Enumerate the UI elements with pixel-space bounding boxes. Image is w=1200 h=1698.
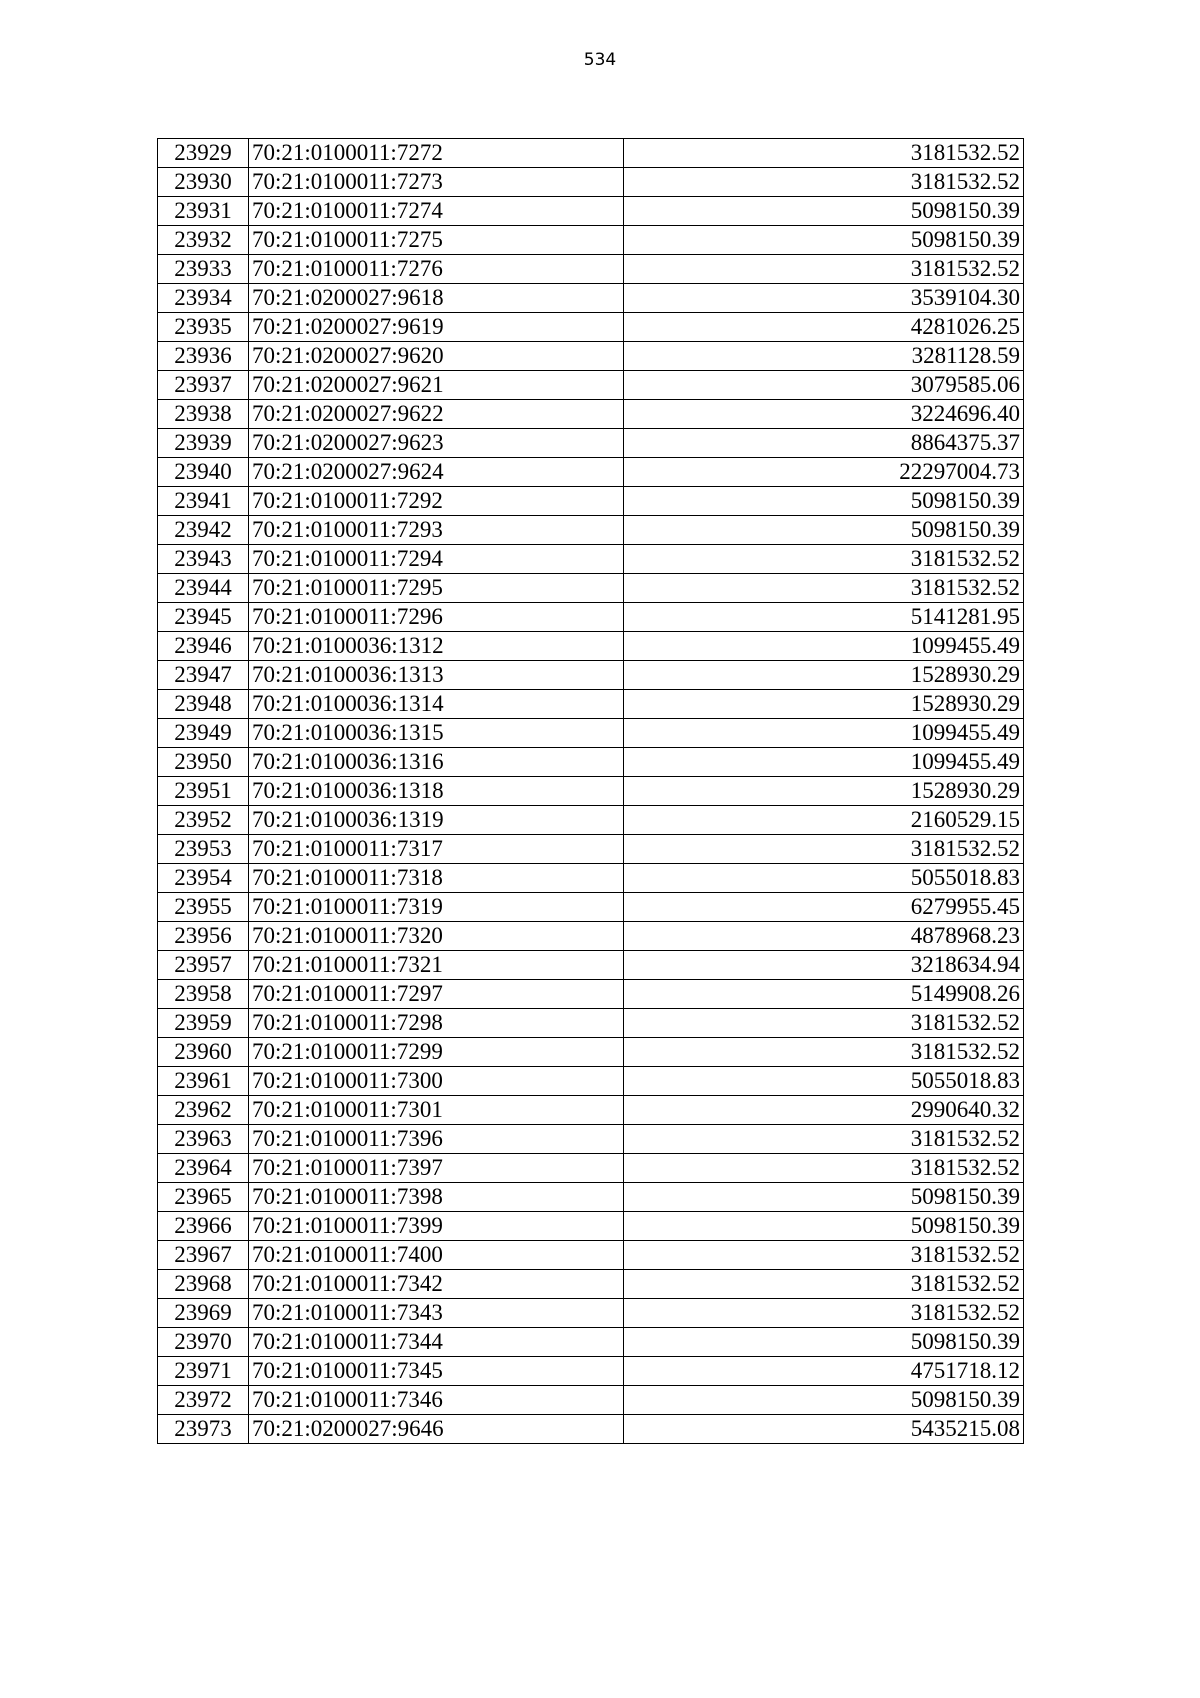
row-number-cell: 23934 <box>158 284 249 313</box>
row-number-cell: 23930 <box>158 168 249 197</box>
cadastral-value-cell: 3181532.52 <box>624 1270 1024 1299</box>
cadastral-number-cell: 70:21:0100011:7399 <box>249 1212 624 1241</box>
cadastral-number-cell: 70:21:0200027:9619 <box>249 313 624 342</box>
cadastral-value-cell: 5055018.83 <box>624 864 1024 893</box>
cadastral-number-cell: 70:21:0200027:9646 <box>249 1415 624 1444</box>
cadastral-number-cell: 70:21:0200027:9618 <box>249 284 624 313</box>
cadastral-value-cell: 5435215.08 <box>624 1415 1024 1444</box>
row-number-cell: 23963 <box>158 1125 249 1154</box>
row-number-cell: 23966 <box>158 1212 249 1241</box>
row-number-cell: 23965 <box>158 1183 249 1212</box>
row-number-cell: 23942 <box>158 516 249 545</box>
page-number: 534 <box>583 50 617 70</box>
cadastral-value-cell: 5098150.39 <box>624 226 1024 255</box>
cadastral-number-cell: 70:21:0200027:9624 <box>249 458 624 487</box>
table-row <box>158 980 1024 1009</box>
row-number-cell: 23940 <box>158 458 249 487</box>
cadastral-number-cell: 70:21:0100011:7397 <box>249 1154 624 1183</box>
cadastral-number-cell: 70:21:0100011:7295 <box>249 574 624 603</box>
table-row <box>158 168 1024 197</box>
cadastral-number-cell: 70:21:0100011:7396 <box>249 1125 624 1154</box>
row-number-cell: 23936 <box>158 342 249 371</box>
row-number-cell: 23970 <box>158 1328 249 1357</box>
table-row <box>158 197 1024 226</box>
cadastral-value-cell: 1099455.49 <box>624 748 1024 777</box>
cadastral-number-cell: 70:21:0100011:7276 <box>249 255 624 284</box>
row-number-cell: 23962 <box>158 1096 249 1125</box>
cadastral-value-cell: 4281026.25 <box>624 313 1024 342</box>
row-number-cell: 23969 <box>158 1299 249 1328</box>
row-number-cell: 23943 <box>158 545 249 574</box>
cadastral-value-cell: 3218634.94 <box>624 951 1024 980</box>
cadastral-value-cell: 3181532.52 <box>624 1299 1024 1328</box>
cadastral-value-cell: 3181532.52 <box>624 574 1024 603</box>
cadastral-value-cell: 8864375.37 <box>624 429 1024 458</box>
cadastral-number-cell: 70:21:0100011:7275 <box>249 226 624 255</box>
table-row <box>158 1357 1024 1386</box>
cadastral-value-cell: 5149908.26 <box>624 980 1024 1009</box>
cadastral-number-cell: 70:21:0100036:1319 <box>249 806 624 835</box>
table-row <box>158 545 1024 574</box>
cadastral-value-cell: 1528930.29 <box>624 777 1024 806</box>
cadastral-number-cell: 70:21:0100036:1318 <box>249 777 624 806</box>
cadastral-value-cell: 5098150.39 <box>624 1183 1024 1212</box>
cadastral-value-cell: 6279955.45 <box>624 893 1024 922</box>
table-row <box>158 255 1024 284</box>
row-number-cell: 23960 <box>158 1038 249 1067</box>
row-number-cell: 23958 <box>158 980 249 1009</box>
table-row <box>158 458 1024 487</box>
cadastral-number-cell: 70:21:0100011:7343 <box>249 1299 624 1328</box>
row-number-cell: 23971 <box>158 1357 249 1386</box>
table-row <box>158 371 1024 400</box>
cadastral-value-cell: 1099455.49 <box>624 632 1024 661</box>
table-row <box>158 313 1024 342</box>
table-row <box>158 429 1024 458</box>
row-number-cell: 23944 <box>158 574 249 603</box>
cadastral-number-cell: 70:21:0100011:7400 <box>249 1241 624 1270</box>
cadastral-value-cell: 1528930.29 <box>624 661 1024 690</box>
cadastral-value-cell: 5098150.39 <box>624 1386 1024 1415</box>
row-number-cell: 23956 <box>158 922 249 951</box>
table-row <box>158 1270 1024 1299</box>
table-body <box>158 139 1024 1444</box>
cadastral-number-cell: 70:21:0100011:7293 <box>249 516 624 545</box>
row-number-cell: 23947 <box>158 661 249 690</box>
table-row <box>158 1328 1024 1357</box>
cadastral-value-cell: 2990640.32 <box>624 1096 1024 1125</box>
cadastral-number-cell: 70:21:0100036:1312 <box>249 632 624 661</box>
table-row <box>158 719 1024 748</box>
cadastral-number-cell: 70:21:0100011:7274 <box>249 197 624 226</box>
row-number-cell: 23946 <box>158 632 249 661</box>
table-row <box>158 1154 1024 1183</box>
cadastral-value-cell: 3181532.52 <box>624 545 1024 574</box>
cadastral-value-cell: 1528930.29 <box>624 690 1024 719</box>
cadastral-number-cell: 70:21:0100011:7296 <box>249 603 624 632</box>
table-row <box>158 400 1024 429</box>
table-row <box>158 951 1024 980</box>
row-number-cell: 23941 <box>158 487 249 516</box>
cadastral-value-cell: 3224696.40 <box>624 400 1024 429</box>
table-row <box>158 922 1024 951</box>
cadastral-value-cell: 3181532.52 <box>624 1154 1024 1183</box>
cadastral-value-cell: 5098150.39 <box>624 487 1024 516</box>
cadastral-number-cell: 70:21:0100011:7299 <box>249 1038 624 1067</box>
cadastral-value-cell: 5141281.95 <box>624 603 1024 632</box>
row-number-cell: 23964 <box>158 1154 249 1183</box>
table-row <box>158 690 1024 719</box>
cadastral-value-cell: 4878968.23 <box>624 922 1024 951</box>
cadastral-value-cell: 5098150.39 <box>624 1328 1024 1357</box>
cadastral-value-cell: 3181532.52 <box>624 835 1024 864</box>
table-row <box>158 835 1024 864</box>
row-number-cell: 23955 <box>158 893 249 922</box>
cadastral-number-cell: 70:21:0100011:7320 <box>249 922 624 951</box>
cadastral-number-cell: 70:21:0100036:1313 <box>249 661 624 690</box>
cadastral-number-cell: 70:21:0200027:9622 <box>249 400 624 429</box>
row-number-cell: 23972 <box>158 1386 249 1415</box>
cadastral-number-cell: 70:21:0100011:7301 <box>249 1096 624 1125</box>
row-number-cell: 23929 <box>158 139 249 168</box>
table-row <box>158 1212 1024 1241</box>
cadastral-number-cell: 70:21:0100011:7346 <box>249 1386 624 1415</box>
row-number-cell: 23959 <box>158 1009 249 1038</box>
cadastral-value-cell: 3181532.52 <box>624 168 1024 197</box>
table-row <box>158 1038 1024 1067</box>
cadastral-number-cell: 70:21:0200027:9621 <box>249 371 624 400</box>
table-row <box>158 226 1024 255</box>
cadastral-value-cell: 3539104.30 <box>624 284 1024 313</box>
row-number-cell: 23950 <box>158 748 249 777</box>
row-number-cell: 23948 <box>158 690 249 719</box>
table-row <box>158 1241 1024 1270</box>
cadastral-number-cell: 70:21:0100036:1314 <box>249 690 624 719</box>
cadastral-value-cell: 5055018.83 <box>624 1067 1024 1096</box>
cadastral-number-cell: 70:21:0100011:7292 <box>249 487 624 516</box>
table-row <box>158 574 1024 603</box>
row-number-cell: 23961 <box>158 1067 249 1096</box>
cadastral-value-cell: 3181532.52 <box>624 1241 1024 1270</box>
table-row <box>158 777 1024 806</box>
row-number-cell: 23935 <box>158 313 249 342</box>
row-number-cell: 23933 <box>158 255 249 284</box>
table-row <box>158 1183 1024 1212</box>
cadastral-number-cell: 70:21:0100036:1315 <box>249 719 624 748</box>
cadastral-value-cell: 1099455.49 <box>624 719 1024 748</box>
cadastral-number-cell: 70:21:0100011:7344 <box>249 1328 624 1357</box>
table-row <box>158 1415 1024 1444</box>
row-number-cell: 23968 <box>158 1270 249 1299</box>
cadastral-value-cell: 5098150.39 <box>624 516 1024 545</box>
cadastral-value-cell: 3181532.52 <box>624 255 1024 284</box>
cadastral-value-cell: 3181532.52 <box>624 1038 1024 1067</box>
row-number-cell: 23952 <box>158 806 249 835</box>
table-row <box>158 864 1024 893</box>
table-row <box>158 342 1024 371</box>
table-row <box>158 1096 1024 1125</box>
cadastral-number-cell: 70:21:0100011:7319 <box>249 893 624 922</box>
row-number-cell: 23967 <box>158 1241 249 1270</box>
cadastral-value-table <box>157 138 1024 1444</box>
row-number-cell: 23932 <box>158 226 249 255</box>
cadastral-number-cell: 70:21:0100011:7297 <box>249 980 624 1009</box>
row-number-cell: 23945 <box>158 603 249 632</box>
cadastral-number-cell: 70:21:0200027:9620 <box>249 342 624 371</box>
table-row <box>158 284 1024 313</box>
cadastral-number-cell: 70:21:0100011:7273 <box>249 168 624 197</box>
cadastral-number-cell: 70:21:0100011:7317 <box>249 835 624 864</box>
row-number-cell: 23954 <box>158 864 249 893</box>
cadastral-value-cell: 5098150.39 <box>624 1212 1024 1241</box>
cadastral-value-cell: 3079585.06 <box>624 371 1024 400</box>
cadastral-value-cell: 22297004.73 <box>624 458 1024 487</box>
cadastral-number-cell: 70:21:0100011:7272 <box>249 139 624 168</box>
table-row <box>158 661 1024 690</box>
row-number-cell: 23938 <box>158 400 249 429</box>
table-row <box>158 748 1024 777</box>
cadastral-number-cell: 70:21:0100011:7300 <box>249 1067 624 1096</box>
cadastral-value-cell: 3181532.52 <box>624 139 1024 168</box>
table-row <box>158 516 1024 545</box>
table-row <box>158 139 1024 168</box>
table-row <box>158 632 1024 661</box>
table-row <box>158 487 1024 516</box>
cadastral-value-cell: 5098150.39 <box>624 197 1024 226</box>
cadastral-number-cell: 70:21:0100011:7321 <box>249 951 624 980</box>
cadastral-value-cell: 3181532.52 <box>624 1125 1024 1154</box>
cadastral-value-cell: 2160529.15 <box>624 806 1024 835</box>
cadastral-number-cell: 70:21:0100011:7298 <box>249 1009 624 1038</box>
cadastral-value-cell: 3281128.59 <box>624 342 1024 371</box>
row-number-cell: 23973 <box>158 1415 249 1444</box>
table-row <box>158 1009 1024 1038</box>
cadastral-number-cell: 70:21:0100011:7345 <box>249 1357 624 1386</box>
row-number-cell: 23949 <box>158 719 249 748</box>
cadastral-number-cell: 70:21:0100011:7398 <box>249 1183 624 1212</box>
row-number-cell: 23953 <box>158 835 249 864</box>
table-row <box>158 1067 1024 1096</box>
cadastral-number-cell: 70:21:0100011:7342 <box>249 1270 624 1299</box>
cadastral-number-cell: 70:21:0100011:7294 <box>249 545 624 574</box>
table-row <box>158 1125 1024 1154</box>
row-number-cell: 23957 <box>158 951 249 980</box>
table-row <box>158 893 1024 922</box>
table-row <box>158 603 1024 632</box>
cadastral-value-cell: 3181532.52 <box>624 1009 1024 1038</box>
row-number-cell: 23939 <box>158 429 249 458</box>
row-number-cell: 23951 <box>158 777 249 806</box>
cadastral-number-cell: 70:21:0100011:7318 <box>249 864 624 893</box>
row-number-cell: 23931 <box>158 197 249 226</box>
cadastral-number-cell: 70:21:0100036:1316 <box>249 748 624 777</box>
table-row <box>158 806 1024 835</box>
cadastral-value-cell: 4751718.12 <box>624 1357 1024 1386</box>
cadastral-number-cell: 70:21:0200027:9623 <box>249 429 624 458</box>
table-row <box>158 1299 1024 1328</box>
table-row <box>158 1386 1024 1415</box>
row-number-cell: 23937 <box>158 371 249 400</box>
